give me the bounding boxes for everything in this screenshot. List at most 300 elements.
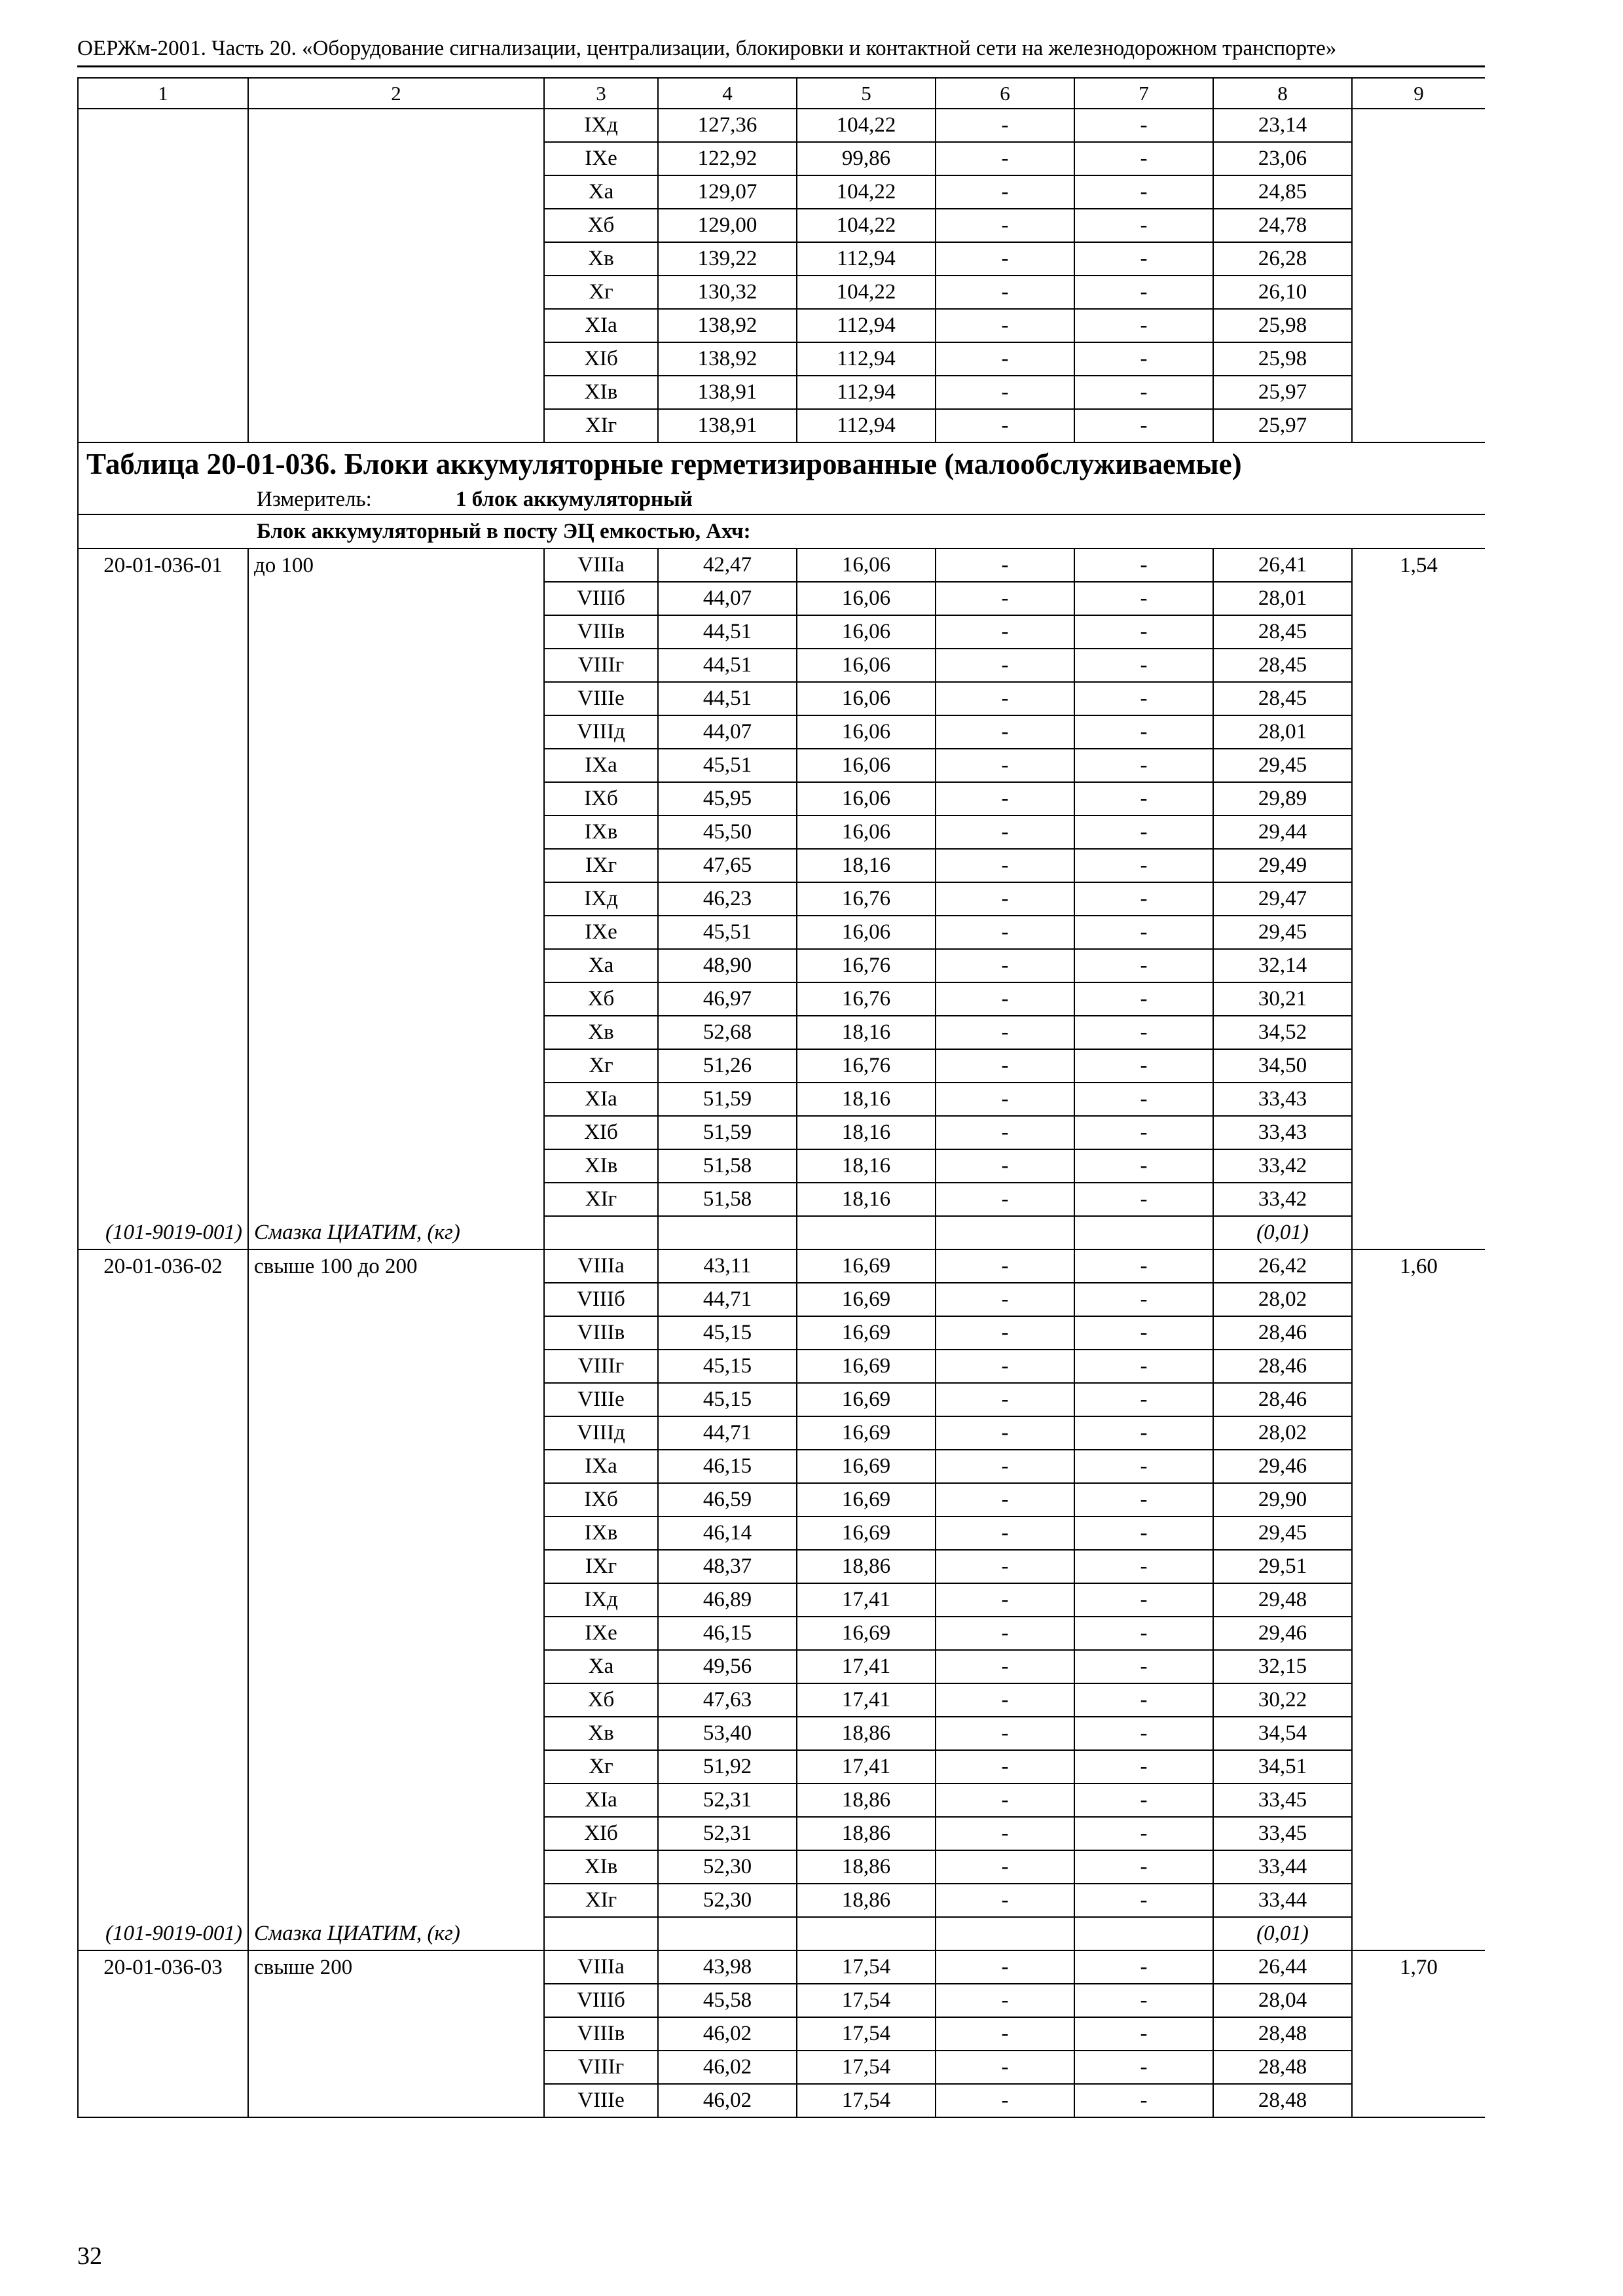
empty-cell [544, 1216, 658, 1249]
rate-code-cell [78, 882, 248, 916]
value-cell: 18,16 [797, 849, 936, 882]
labor-value-cell [1352, 1617, 1485, 1650]
value-cell: 17,54 [797, 1950, 936, 1984]
value-cell: - [1074, 749, 1213, 782]
column-number: 9 [1352, 78, 1485, 109]
value-cell: - [936, 816, 1074, 849]
value-cell: - [936, 1683, 1074, 1717]
value-cell: 104,22 [797, 276, 936, 309]
rate-code-cell [78, 1316, 248, 1350]
work-name-cell: свыше 200 [248, 1950, 544, 1984]
table-row [78, 1483, 1485, 1516]
value-cell: - [936, 1049, 1074, 1083]
zone-cell: Xг [544, 1049, 658, 1083]
value-cell: 16,76 [797, 1049, 936, 1083]
zone-cell: XIб [544, 1116, 658, 1149]
value-cell: - [936, 1984, 1074, 2017]
table-row [78, 209, 1485, 242]
rate-code-cell [78, 582, 248, 615]
value-cell: 33,42 [1213, 1149, 1352, 1183]
labor-value-cell [1352, 1516, 1485, 1550]
table-title-row [78, 442, 1485, 485]
value-cell: 25,98 [1213, 309, 1352, 342]
value-cell: - [936, 1383, 1074, 1416]
value-cell: - [936, 175, 1074, 209]
value-cell: 25,97 [1213, 409, 1352, 442]
work-name-cell [248, 1116, 544, 1149]
value-cell: 46,02 [658, 2051, 797, 2084]
value-cell: 45,58 [658, 1984, 797, 2017]
value-cell: - [936, 1617, 1074, 1650]
value-cell: - [936, 1149, 1074, 1183]
column-number: 6 [936, 78, 1074, 109]
zone-cell: Xв [544, 1016, 658, 1049]
header-rule [77, 65, 1485, 67]
value-cell: - [936, 1516, 1074, 1550]
work-name-cell [248, 1617, 544, 1650]
table-row [78, 1950, 1485, 1984]
value-cell: 16,69 [797, 1516, 936, 1550]
zone-cell: VIIIб [544, 582, 658, 615]
value-cell: 16,69 [797, 1483, 936, 1516]
value-cell: 16,69 [797, 1450, 936, 1483]
value-cell: 138,92 [658, 309, 797, 342]
column-number: 7 [1074, 78, 1213, 109]
rate-code-cell [78, 2084, 248, 2117]
rate-code-cell [78, 1750, 248, 1784]
value-cell: 51,26 [658, 1049, 797, 1083]
zone-cell: Xа [544, 1650, 658, 1683]
rate-code-cell [78, 849, 248, 882]
work-name-cell [248, 1016, 544, 1049]
value-cell: 44,51 [658, 682, 797, 715]
work-name-cell [248, 276, 544, 309]
table-row [78, 1516, 1485, 1550]
value-cell: - [1074, 1249, 1213, 1283]
labor-value-cell [1352, 2084, 1485, 2117]
value-cell: 16,06 [797, 916, 936, 949]
value-cell: - [1074, 548, 1213, 582]
value-cell: 112,94 [797, 409, 936, 442]
table-row [78, 2051, 1485, 2084]
zone-cell: IXе [544, 1617, 658, 1650]
value-cell: 16,69 [797, 1283, 936, 1316]
zone-cell: IXд [544, 1583, 658, 1617]
table-row [78, 1550, 1485, 1583]
labor-value-cell [1352, 1650, 1485, 1683]
labor-value-cell [1352, 1884, 1485, 1917]
work-name-cell [248, 715, 544, 749]
rate-code-cell [78, 816, 248, 849]
labor-value-cell [1352, 1116, 1485, 1149]
labor-value-cell [1352, 1416, 1485, 1450]
value-cell: 45,51 [658, 749, 797, 782]
zone-cell: Xг [544, 1750, 658, 1784]
value-cell: - [936, 916, 1074, 949]
labor-value-cell [1352, 582, 1485, 615]
value-cell: 45,51 [658, 916, 797, 949]
rate-code-cell [78, 1817, 248, 1850]
rate-code-cell [78, 1450, 248, 1483]
value-cell: 18,16 [797, 1149, 936, 1183]
value-cell: 112,94 [797, 309, 936, 342]
value-cell: - [936, 749, 1074, 782]
value-cell: - [1074, 1049, 1213, 1083]
material-code: (101-9019-001) [78, 1216, 248, 1249]
value-cell: - [936, 1817, 1074, 1850]
value-cell: 46,14 [658, 1516, 797, 1550]
zone-cell: VIIIв [544, 1316, 658, 1350]
material-value: (0,01) [1213, 1216, 1352, 1249]
value-cell: - [936, 1583, 1074, 1617]
value-cell: 23,06 [1213, 142, 1352, 175]
work-name-cell [248, 1683, 544, 1717]
value-cell: 23,14 [1213, 109, 1352, 142]
labor-value-cell [1352, 1483, 1485, 1516]
value-cell: - [936, 2084, 1074, 2117]
value-cell: 43,98 [658, 1950, 797, 1984]
value-cell: 30,21 [1213, 982, 1352, 1016]
zone-cell: VIIIе [544, 1383, 658, 1416]
rate-code-cell [78, 1283, 248, 1316]
value-cell: 26,42 [1213, 1249, 1352, 1283]
table-row [78, 548, 1485, 582]
value-cell: 16,69 [797, 1249, 936, 1283]
table-row [78, 1884, 1485, 1917]
rate-code-cell [78, 1850, 248, 1884]
value-cell: 139,22 [658, 242, 797, 276]
value-cell: 17,54 [797, 1984, 936, 2017]
labor-value-cell [1352, 949, 1485, 982]
measure-unit [78, 485, 1485, 514]
value-cell: 44,71 [658, 1416, 797, 1450]
work-name-cell [248, 649, 544, 682]
work-name-cell [248, 175, 544, 209]
table-row [78, 1416, 1485, 1450]
rate-code-cell [78, 1683, 248, 1717]
value-cell: - [1074, 1950, 1213, 1984]
value-cell: 18,86 [797, 1784, 936, 1817]
table-row [78, 1183, 1485, 1216]
value-cell: 29,90 [1213, 1483, 1352, 1516]
value-cell: 34,52 [1213, 1016, 1352, 1049]
labor-value-cell [1352, 309, 1485, 342]
value-cell: - [936, 649, 1074, 682]
value-cell: 51,59 [658, 1083, 797, 1116]
value-cell: - [936, 309, 1074, 342]
rate-code-cell: 20-01-036-02 [78, 1249, 248, 1283]
value-cell: 52,68 [658, 1016, 797, 1049]
work-name-cell [248, 982, 544, 1016]
column-number-row [78, 78, 1485, 109]
work-name-cell [248, 1283, 544, 1316]
work-name-cell [248, 849, 544, 882]
work-name-cell [248, 409, 544, 442]
zone-cell: IXе [544, 916, 658, 949]
table-row [78, 582, 1485, 615]
value-cell: 29,44 [1213, 816, 1352, 849]
labor-value-cell [1352, 109, 1485, 142]
value-cell: - [936, 1249, 1074, 1283]
zone-cell: XIг [544, 1884, 658, 1917]
zone-cell: XIг [544, 1183, 658, 1216]
table-row [78, 1450, 1485, 1483]
rate-code-cell [78, 1884, 248, 1917]
work-name-cell [248, 2017, 544, 2051]
value-cell: - [936, 715, 1074, 749]
value-cell: 17,54 [797, 2051, 936, 2084]
material-name: Смазка ЦИАТИМ, (кг) [248, 1216, 544, 1249]
work-name-cell [248, 309, 544, 342]
work-name-cell [248, 1350, 544, 1383]
work-name-cell [248, 242, 544, 276]
value-cell: 17,41 [797, 1583, 936, 1617]
table-row [78, 1116, 1485, 1149]
table-row [78, 1316, 1485, 1350]
zone-cell: IXа [544, 1450, 658, 1483]
rate-code-cell [78, 615, 248, 649]
value-cell: - [1074, 1483, 1213, 1516]
table-row [78, 1617, 1485, 1650]
zone-cell: VIIIа [544, 1950, 658, 1984]
value-cell: - [1074, 209, 1213, 242]
rate-code-cell [78, 1650, 248, 1683]
value-cell: 16,69 [797, 1416, 936, 1450]
work-name-cell [248, 376, 544, 409]
value-cell: 34,54 [1213, 1717, 1352, 1750]
value-cell: - [1074, 982, 1213, 1016]
value-cell: - [936, 1950, 1074, 1984]
group-title: Блок аккумуляторный в посту ЭЦ емкостью, Ахч: [78, 514, 1485, 548]
rate-code-cell [78, 916, 248, 949]
zone-cell: XIа [544, 1784, 658, 1817]
value-cell: 16,06 [797, 548, 936, 582]
value-cell: - [936, 1884, 1074, 1917]
column-number: 5 [797, 78, 936, 109]
value-cell: 28,46 [1213, 1316, 1352, 1350]
work-name-cell [248, 1583, 544, 1617]
value-cell: 129,07 [658, 175, 797, 209]
value-cell: 16,76 [797, 882, 936, 916]
value-cell: - [936, 982, 1074, 1016]
labor-value-cell [1352, 376, 1485, 409]
zone-cell: Xб [544, 209, 658, 242]
labor-value-cell [1352, 2017, 1485, 2051]
value-cell: 51,58 [658, 1149, 797, 1183]
value-cell: 29,46 [1213, 1617, 1352, 1650]
value-cell: - [1074, 2084, 1213, 2117]
labor-value-cell [1352, 882, 1485, 916]
value-cell: - [1074, 649, 1213, 682]
value-cell: 18,86 [797, 1850, 936, 1884]
rate-code-cell [78, 1984, 248, 2017]
value-cell: 48,37 [658, 1550, 797, 1583]
labor-value-cell [1352, 1984, 1485, 2017]
table-row [78, 1149, 1485, 1183]
zone-cell: VIIIе [544, 2084, 658, 2117]
labor-value-cell [1352, 209, 1485, 242]
value-cell: 26,28 [1213, 242, 1352, 276]
material-row [78, 1216, 1485, 1249]
labor-value-cell [1352, 1450, 1485, 1483]
labor-value-cell [1352, 1550, 1485, 1583]
empty-cell [658, 1917, 797, 1950]
work-name-cell [248, 682, 544, 715]
value-cell: - [1074, 582, 1213, 615]
work-name-cell [248, 1750, 544, 1784]
work-name-cell [248, 582, 544, 615]
rates-table-body [78, 78, 1485, 2117]
value-cell: - [1074, 276, 1213, 309]
zone-cell: VIIIв [544, 615, 658, 649]
value-cell: - [1074, 1583, 1213, 1617]
work-name-cell [248, 1049, 544, 1083]
value-cell: 16,06 [797, 682, 936, 715]
value-cell: 46,15 [658, 1617, 797, 1650]
labor-value-cell: 1,70 [1352, 1950, 1485, 1984]
value-cell: - [1074, 1350, 1213, 1383]
value-cell: 33,42 [1213, 1183, 1352, 1216]
value-cell: - [1074, 142, 1213, 175]
value-cell: 29,45 [1213, 1516, 1352, 1550]
work-name-cell [248, 949, 544, 982]
rate-code-cell [78, 715, 248, 749]
value-cell: - [1074, 849, 1213, 882]
rate-code-cell [78, 142, 248, 175]
work-name-cell [248, 1650, 544, 1683]
table-row [78, 1283, 1485, 1316]
work-name-cell [248, 109, 544, 142]
rate-code-cell [78, 1183, 248, 1216]
value-cell: - [936, 342, 1074, 376]
table-row [78, 1583, 1485, 1617]
value-cell: - [936, 109, 1074, 142]
value-cell: - [936, 2051, 1074, 2084]
table-row [78, 849, 1485, 882]
value-cell: - [1074, 916, 1213, 949]
value-cell: - [936, 782, 1074, 816]
empty-cell [544, 1917, 658, 1950]
value-cell: 34,50 [1213, 1049, 1352, 1083]
value-cell: - [1074, 1984, 1213, 2017]
zone-cell: VIIIв [544, 2017, 658, 2051]
value-cell: 16,06 [797, 649, 936, 682]
value-cell: - [936, 1650, 1074, 1683]
value-cell: 16,69 [797, 1617, 936, 1650]
empty-cell [1352, 1917, 1485, 1950]
zone-cell: VIIIб [544, 1984, 658, 2017]
value-cell: 51,92 [658, 1750, 797, 1784]
table-row [78, 615, 1485, 649]
value-cell: 17,54 [797, 2017, 936, 2051]
value-cell: 112,94 [797, 342, 936, 376]
value-cell: - [1074, 816, 1213, 849]
labor-value-cell [1352, 982, 1485, 1016]
zone-cell: IXв [544, 816, 658, 849]
rate-code-cell [78, 1350, 248, 1383]
material-row [78, 1917, 1485, 1950]
value-cell: 34,51 [1213, 1750, 1352, 1784]
zone-cell: VIIIг [544, 649, 658, 682]
value-cell: - [936, 376, 1074, 409]
labor-value-cell [1352, 342, 1485, 376]
value-cell: 30,22 [1213, 1683, 1352, 1717]
value-cell: 18,16 [797, 1116, 936, 1149]
value-cell: - [1074, 2051, 1213, 2084]
value-cell: - [1074, 949, 1213, 982]
work-name-cell [248, 1149, 544, 1183]
value-cell: - [936, 1784, 1074, 1817]
empty-cell [658, 1216, 797, 1249]
empty-cell [1074, 1216, 1213, 1249]
table-row [78, 782, 1485, 816]
value-cell: - [936, 849, 1074, 882]
value-cell: 46,02 [658, 2084, 797, 2117]
value-cell: - [936, 548, 1074, 582]
value-cell: - [936, 1083, 1074, 1116]
rate-code-cell [78, 1583, 248, 1617]
table-row [78, 649, 1485, 682]
value-cell: 44,07 [658, 715, 797, 749]
table-row [78, 376, 1485, 409]
zone-cell: VIIIе [544, 682, 658, 715]
value-cell: 44,07 [658, 582, 797, 615]
zone-cell: XIа [544, 1083, 658, 1116]
value-cell: 28,45 [1213, 615, 1352, 649]
work-name-cell [248, 615, 544, 649]
table-row [78, 749, 1485, 782]
value-cell: 16,06 [797, 816, 936, 849]
work-name-cell [248, 1850, 544, 1884]
value-cell: 16,06 [797, 615, 936, 649]
zone-cell: Xв [544, 1717, 658, 1750]
rate-code-cell [78, 309, 248, 342]
value-cell: 46,15 [658, 1450, 797, 1483]
value-cell: - [1074, 342, 1213, 376]
labor-value-cell [1352, 1583, 1485, 1617]
value-cell: 52,30 [658, 1850, 797, 1884]
zone-cell: Xг [544, 276, 658, 309]
value-cell: - [936, 1416, 1074, 1450]
material-code: (101-9019-001) [78, 1917, 248, 1950]
zone-cell: IXд [544, 109, 658, 142]
value-cell: 112,94 [797, 376, 936, 409]
value-cell: 46,97 [658, 982, 797, 1016]
labor-value-cell [1352, 1083, 1485, 1116]
rate-code-cell [78, 1617, 248, 1650]
rate-code-cell [78, 175, 248, 209]
rate-code-cell [78, 1416, 248, 1450]
value-cell: - [936, 882, 1074, 916]
value-cell: - [936, 682, 1074, 715]
value-cell: - [936, 1016, 1074, 1049]
zone-cell: IXа [544, 749, 658, 782]
zone-cell: IXв [544, 1516, 658, 1550]
measure-label: Измеритель: [257, 488, 372, 511]
value-cell: 46,23 [658, 882, 797, 916]
value-cell: - [1074, 1717, 1213, 1750]
value-cell: 130,32 [658, 276, 797, 309]
work-name-cell [248, 1884, 544, 1917]
column-number: 2 [248, 78, 544, 109]
value-cell: 16,76 [797, 982, 936, 1016]
labor-value-cell [1352, 1049, 1485, 1083]
labor-value-cell [1352, 1016, 1485, 1049]
zone-cell: XIб [544, 1817, 658, 1850]
table-row [78, 276, 1485, 309]
work-name-cell [248, 342, 544, 376]
value-cell: 53,40 [658, 1717, 797, 1750]
